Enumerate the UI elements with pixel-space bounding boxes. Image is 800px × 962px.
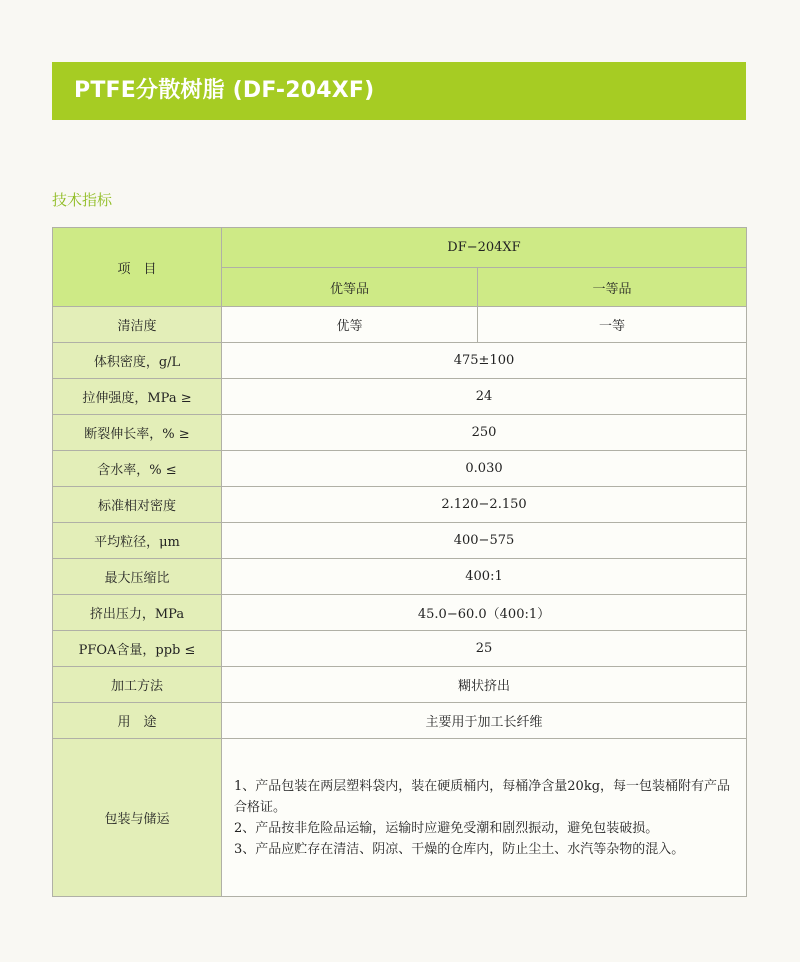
table-row xyxy=(53,343,747,379)
section-title: 技术指标 xyxy=(52,191,113,209)
table-row xyxy=(53,559,747,595)
table-row xyxy=(53,415,747,451)
product-header: DF−204XF xyxy=(222,228,747,268)
item-header: 项 目 xyxy=(53,228,222,307)
row-label: 用 途 xyxy=(53,703,222,739)
row-value: 250 xyxy=(222,415,747,451)
page-title: PTFE分散树脂 (DF-204XF) xyxy=(74,78,375,103)
table-row xyxy=(53,379,747,415)
row-label: 标准相对密度 xyxy=(53,487,222,523)
row-label: 断裂伸长率，% ≥ xyxy=(53,415,222,451)
row-value: 400−575 xyxy=(222,523,747,559)
row-label: 挤出压力，MPa xyxy=(53,595,222,631)
table-row xyxy=(53,667,747,703)
table-row xyxy=(53,631,747,667)
row-label: 拉伸强度，MPa ≥ xyxy=(53,379,222,415)
row-label: PFOA含量，ppb ≤ xyxy=(53,631,222,667)
row-value: 475±100 xyxy=(222,343,747,379)
table-row xyxy=(53,451,747,487)
packaging-line: 1、产品包装在两层塑料袋内，装在硬质桶内，每桶净含量20kg，每一包装桶附有产品合格证。 xyxy=(234,778,731,815)
packaging-line: 2、产品按非危险品运输，运输时应避免受潮和剧烈振动，避免包装破损。 xyxy=(234,820,659,836)
row-value: 25 xyxy=(222,631,747,667)
packaging-line: 3、产品应贮存在清洁、阴凉、干燥的仓库内，防止尘土、水汽等杂物的混入。 xyxy=(234,841,685,857)
row-value: 400:1 xyxy=(222,559,747,595)
row-label: 清洁度 xyxy=(53,307,222,343)
row-value: 0.030 xyxy=(222,451,747,487)
grade-header-first: 一等品 xyxy=(478,268,747,307)
row-label: 含水率，% ≤ xyxy=(53,451,222,487)
row-label: 加工方法 xyxy=(53,667,222,703)
row-value: 糊状挤出 xyxy=(222,667,747,703)
grade-header-premium: 优等品 xyxy=(222,268,478,307)
table-row-packaging xyxy=(53,739,747,897)
row-value: 主要用于加工长纤维 xyxy=(222,703,747,739)
table-row xyxy=(53,307,747,343)
row-value: 2.120−2.150 xyxy=(222,487,747,523)
table-row xyxy=(53,523,747,559)
row-label: 最大压缩比 xyxy=(53,559,222,595)
row-value-first: 一等 xyxy=(478,307,747,343)
row-value: 45.0−60.0（400:1） xyxy=(222,595,747,631)
packaging-text xyxy=(222,739,747,897)
table-row xyxy=(53,703,747,739)
table-row xyxy=(53,595,747,631)
row-value: 24 xyxy=(222,379,747,415)
packaging-label: 包装与储运 xyxy=(53,739,222,897)
row-label: 平均粒径，μm xyxy=(53,523,222,559)
table-row xyxy=(53,487,747,523)
spec-table xyxy=(52,227,747,897)
row-value-premium: 优等 xyxy=(222,307,478,343)
title-banner xyxy=(52,62,746,120)
row-label: 体积密度，g/L xyxy=(53,343,222,379)
